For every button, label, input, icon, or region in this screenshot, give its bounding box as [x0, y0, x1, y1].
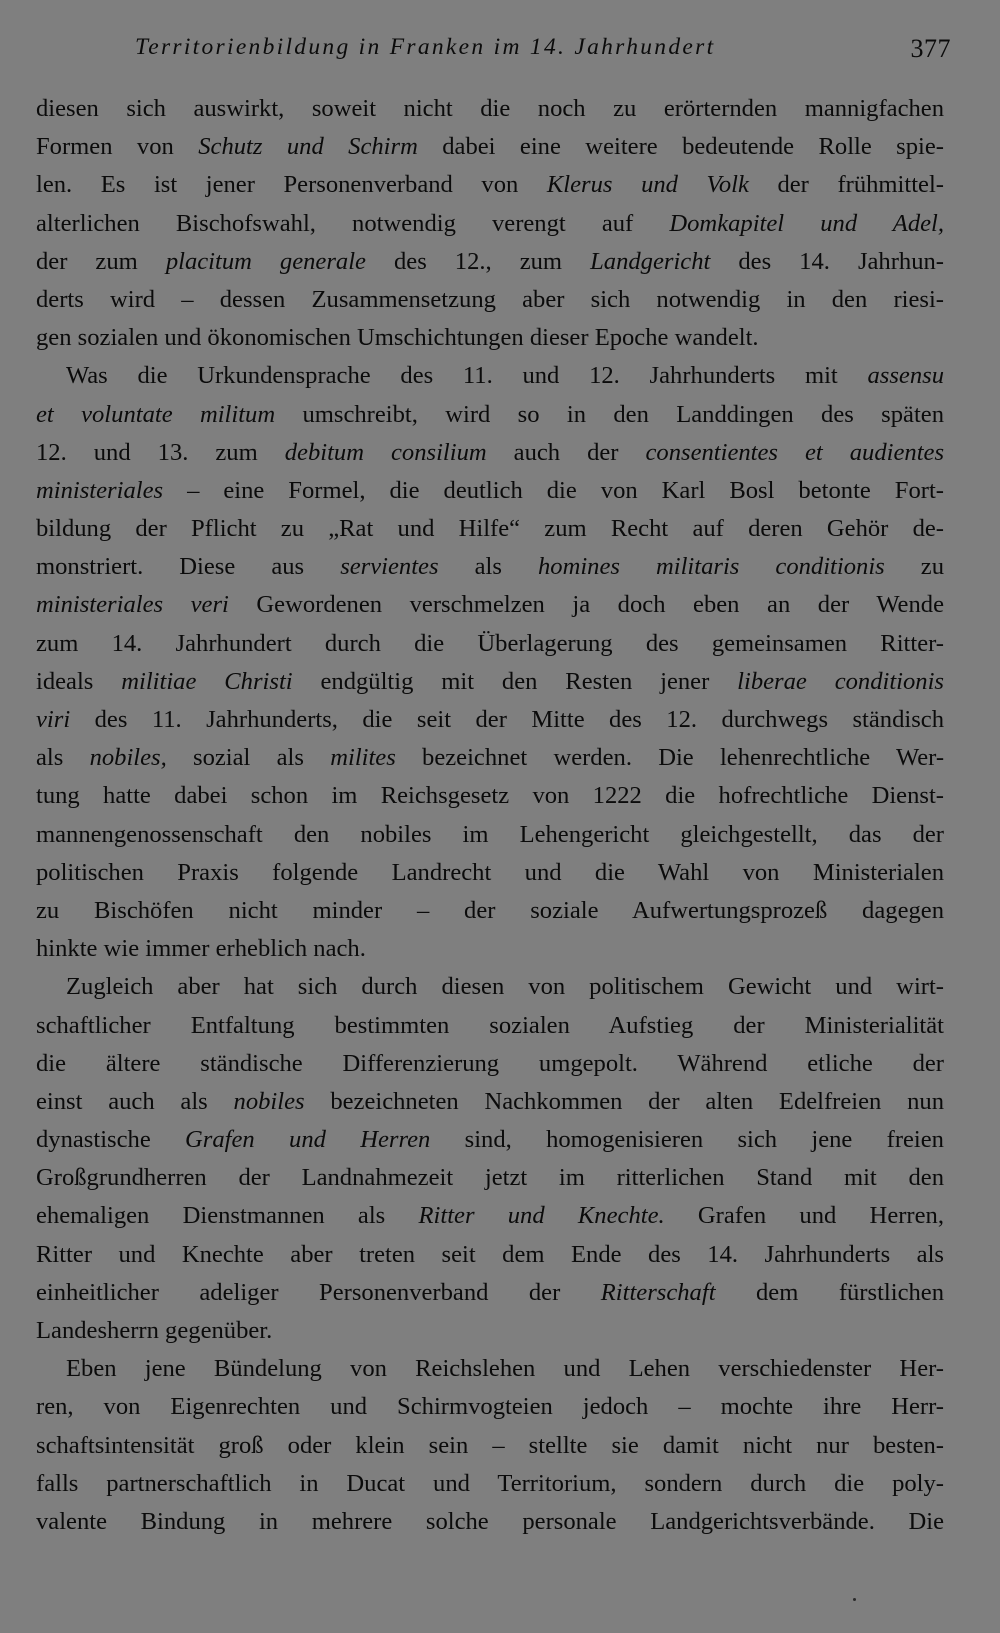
italic-run: et voluntate militum	[36, 400, 276, 428]
text-line	[36, 1236, 944, 1274]
italic-run: Landgericht	[590, 247, 711, 275]
text-line	[36, 548, 944, 586]
italic-run: Ritter und Knechte.	[418, 1202, 665, 1230]
italic-run: viri	[36, 706, 71, 733]
text-run: Landesherrn gegenüber.	[36, 1317, 273, 1344]
text-run: 12. und 13. zum	[36, 438, 285, 466]
text-run: zu	[884, 553, 944, 581]
text-line	[36, 396, 944, 434]
text-line	[36, 128, 944, 166]
text-run: der zum	[36, 247, 166, 275]
italic-run: liberae conditionis	[737, 667, 944, 695]
text-run: sind, homogenisieren sich jene freien	[430, 1126, 944, 1154]
text-run: des 12., zum	[365, 247, 591, 275]
italic-run: debitum consilium	[284, 438, 487, 466]
text-run: dynastische	[36, 1126, 186, 1154]
text-line	[36, 739, 944, 777]
text-run: bildung der Pflicht zu „Rat und Hilfe“ zum Recht auf deren Gehör de-	[36, 515, 944, 543]
text-run: ideals	[36, 667, 122, 695]
italic-run: Grafen und Herren	[185, 1126, 431, 1154]
text-run: umschreibt, wird so in den Landdingen des späten	[275, 400, 944, 428]
text-run: ehemaligen Dienstmannen als	[36, 1202, 419, 1230]
text-line	[36, 1312, 944, 1350]
paragraph	[36, 357, 944, 968]
italic-run: placitum generale	[165, 247, 366, 275]
text-run: valente Bindung in mehrere solche personale Landgerichtsverbände. Die	[36, 1507, 944, 1535]
text-run: alterlichen Bischofswahl, notwendig verengt auf	[36, 209, 670, 237]
paragraph	[36, 968, 944, 1350]
text-line	[36, 90, 944, 128]
italic-run: milites	[330, 744, 396, 772]
text-line	[36, 968, 944, 1006]
italic-run: ministeriales	[36, 476, 164, 504]
text-run: Großgrundherren der Landnahmezeit jetzt im ritterlichen Stand mit den	[36, 1164, 944, 1192]
italic-run: servientes	[340, 553, 439, 581]
running-title: Territorienbildung in Franken im 14. Jahrhundert	[135, 34, 716, 60]
text-run: diesen sich auswirkt, soweit nicht die noch zu erörternden mannigfachen	[36, 95, 944, 122]
italic-run: Domkapitel und Adel,	[669, 209, 945, 237]
text-line	[36, 1274, 944, 1312]
text-run: schaftsintensität groß oder klein sein – stellte sie damit nicht nur besten-	[36, 1431, 944, 1459]
text-line	[36, 319, 944, 357]
text-line	[36, 892, 944, 930]
italic-run: militiae Christi	[121, 667, 293, 695]
text-line	[36, 1007, 944, 1045]
text-line	[36, 1159, 944, 1197]
text-line	[36, 357, 944, 395]
italic-run: consentientes et audientes	[645, 438, 945, 466]
text-run: auch der	[486, 438, 646, 466]
text-line	[36, 1350, 944, 1388]
text-run: zu Bischöfen nicht minder – der soziale Aufwertungsprozeß dagegen	[36, 896, 944, 924]
text-line	[36, 663, 944, 701]
text-run: als	[438, 553, 538, 581]
text-run: der frühmittel-	[748, 171, 944, 199]
text-line	[36, 930, 944, 968]
italic-run: nobiles,	[89, 744, 167, 772]
text-run: sozial als	[166, 744, 331, 772]
text-line	[36, 777, 944, 815]
text-line	[36, 166, 944, 204]
italic-run: nobiles	[233, 1087, 305, 1115]
text-run: des 11. Jahrhunderts, die seit der Mitte des 12. durchwegs ständisch	[70, 706, 944, 733]
text-run: Zugleich aber hat sich durch diesen von politischem Gewicht und wirt-	[66, 973, 944, 1001]
text-line	[36, 472, 944, 510]
text-run: Grafen und Herren,	[664, 1202, 944, 1230]
text-run: des 14. Jahrhun-	[710, 247, 944, 275]
text-line	[36, 1427, 944, 1465]
text-run: die ältere ständische Differenzierung umgepolt. Während etliche der	[36, 1049, 944, 1077]
italic-run: assensu	[867, 362, 944, 390]
text-line	[36, 1083, 944, 1121]
text-run: gen sozialen und ökonomischen Umschichtungen dieser Epoche wandelt.	[36, 324, 759, 352]
text-run: Ritter und Knechte aber treten seit dem Ende des 14. Jahrhunderts als	[36, 1240, 944, 1268]
text-run: einheitlicher adeliger Personenverband der	[36, 1278, 601, 1306]
text-run: bezeichneten Nachkommen der alten Edelfreien nun	[304, 1087, 944, 1115]
text-line	[36, 434, 944, 472]
text-run: Was die Urkundensprache des 11. und 12. Jahrhunderts mit	[66, 362, 868, 390]
text-line	[36, 1045, 944, 1083]
text-line	[36, 1197, 944, 1235]
text-line	[36, 281, 944, 319]
text-run: Eben jene Bündelung von Reichslehen und Lehen verschiedenster Her-	[66, 1355, 944, 1383]
text-run: Formen von	[36, 133, 199, 161]
text-run: len. Es ist jener Personenverband von	[36, 171, 547, 199]
text-line	[36, 1388, 944, 1426]
text-run: tung hatte dabei schon im Reichsgesetz von 1222 die hofrechtliche Dienst-	[36, 782, 944, 810]
text-run: dabei eine weitere bedeutende Rolle spie-	[417, 133, 944, 161]
body-text	[36, 90, 944, 1541]
text-line	[36, 243, 944, 281]
text-run: politischen Praxis folgende Landrecht und die Wahl von Ministerialen	[36, 858, 944, 886]
text-line	[36, 1503, 944, 1541]
text-run: monstriert. Diese aus	[36, 553, 341, 581]
text-run: schaftlicher Entfaltung bestimmten sozialen Aufstieg der Ministerialität	[36, 1011, 944, 1039]
text-run: zum 14. Jahrhundert durch die Überlagerung des gemeinsamen Ritter-	[36, 629, 944, 657]
text-line	[36, 510, 944, 548]
text-run: dem fürstlichen	[715, 1278, 944, 1306]
text-run: bezeichnet werden. Die lehenrechtliche Wer-	[395, 744, 945, 772]
text-run: Gewordenen verschmelzen ja doch eben an der Wende	[228, 591, 944, 619]
italic-run: Klerus und Volk	[546, 171, 749, 199]
text-line	[36, 586, 944, 624]
text-line	[36, 1465, 944, 1503]
italic-run: Schutz und Schirm	[198, 133, 418, 161]
text-run: ren, von Eigenrechten und Schirmvogteien jedoch – mochte ihre Herr-	[36, 1393, 944, 1421]
text-run: endgültig mit den Resten jener	[292, 667, 738, 695]
italic-run: homines militaris conditionis	[537, 553, 885, 581]
text-run: – eine Formel, die deutlich die von Karl Bosl betonte Fort-	[163, 476, 944, 504]
text-line	[36, 625, 944, 663]
italic-run: Ritterschaft	[600, 1278, 716, 1306]
scan-speck	[853, 1598, 856, 1601]
page-number: 377	[910, 34, 951, 63]
paragraph	[36, 90, 944, 357]
text-line	[36, 816, 944, 854]
text-run: derts wird – dessen Zusammensetzung aber sich notwendig in den riesi-	[36, 285, 944, 313]
text-run: als	[36, 744, 90, 772]
italic-run: ministeriales veri	[36, 591, 229, 619]
paragraph	[36, 1350, 944, 1541]
text-run: einst auch als	[36, 1087, 234, 1115]
text-line	[36, 1121, 944, 1159]
text-line	[36, 854, 944, 892]
text-line	[36, 701, 944, 739]
text-line	[36, 205, 944, 243]
running-header	[135, 34, 955, 74]
text-run: falls partnerschaftlich in Ducat und Territorium, sondern durch die poly-	[36, 1469, 944, 1497]
text-run: mannengenossenschaft den nobiles im Lehengericht gleichgestellt, das der	[36, 820, 944, 848]
text-run: hinkte wie immer erheblich nach.	[36, 935, 366, 963]
